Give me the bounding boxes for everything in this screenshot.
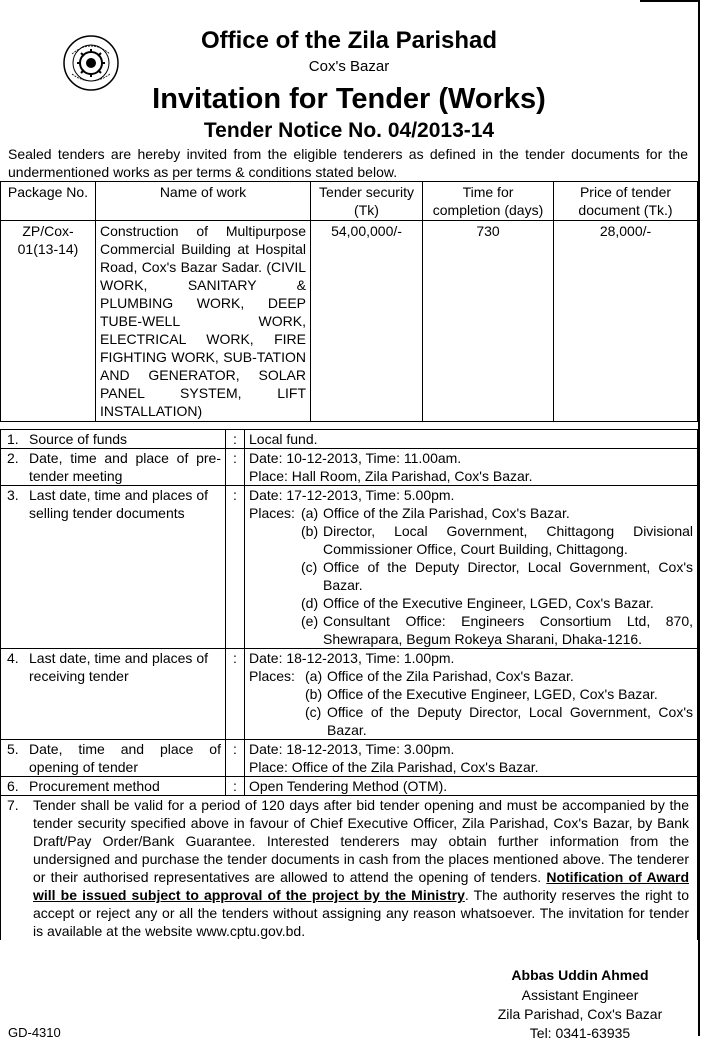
top-rule: [640, 0, 700, 20]
header-name-of-work: Name of work: [96, 182, 311, 221]
row-value: Local fund.: [245, 430, 698, 449]
row-colon: :: [226, 430, 245, 449]
info-row-terms: [1, 796, 698, 941]
tender-info-table: [0, 429, 698, 940]
tender-security: 54,00,000/-: [311, 221, 423, 422]
row-value: [245, 486, 698, 649]
row-number: 1.: [1, 430, 26, 449]
info-row-pre-tender-meeting: [1, 449, 698, 486]
places-label: Places:: [249, 668, 295, 684]
row-number: 3.: [1, 486, 26, 649]
row-colon: :: [226, 486, 245, 649]
list-item: (c) Office of the Deputy Director, Local Government, Cox's Bazar.: [305, 704, 693, 738]
header-completion-time: Time for completion (days): [423, 182, 554, 221]
places-block: [249, 667, 693, 739]
header-package: Package No.: [1, 182, 96, 221]
signatory-office: Zila Parishad, Cox's Bazar: [497, 1006, 663, 1022]
info-row-receiving-tender: [1, 649, 698, 740]
info-row-selling-documents: [1, 486, 698, 649]
row-colon: :: [226, 740, 245, 777]
info-row-source-of-funds: [1, 430, 698, 449]
office-location: Cox's Bazar: [308, 58, 390, 75]
page-heading: Invitation for Tender (Works): [152, 83, 546, 115]
opening-date: Date: 18-12-2013, Time: 3.00pm.: [249, 741, 455, 757]
row-label: Date, time and place of opening of tender: [25, 740, 226, 777]
row-value: [245, 740, 698, 777]
header-tender-security: Tender security (Tk): [311, 182, 423, 221]
row-colon: :: [226, 449, 245, 486]
list-item: (b) Director, Local Government, Chittagong Divisional Commissioner Office, Court Building, Chittagong.: [301, 523, 693, 557]
tender-notice-number: Tender Notice No. 04/2013-14: [203, 119, 495, 142]
list-item: (b) Office of the Executive Engineer, LGED, Cox's Bazar.: [305, 686, 658, 702]
office-title: Office of the Zila Parishad: [200, 27, 498, 54]
info-row-procurement-method: [1, 777, 698, 796]
row-label: Date, time and place of pre-tender meeting: [25, 449, 226, 486]
row-value: [245, 449, 698, 486]
list-item: (e) Consultant Office: Engineers Consortium Ltd, 870, Shewrapara, Begum Rokeya Sharani, Dhaka-1216.: [301, 613, 693, 647]
header-document-price: Price of tender document (Tk.): [554, 182, 698, 221]
row-label: Last date, time and places of selling tender documents: [25, 486, 226, 649]
works-table: [0, 181, 698, 422]
package-number: ZP/Cox-01(13-14): [1, 221, 96, 422]
places-label: Places:: [249, 505, 295, 521]
row-label: Procurement method: [25, 777, 226, 796]
terms-paragraph: Tender shall be valid for a period of 120 days after bid tender opening and must be accompanied by the tender security specified above in favour of Chief Executive Officer, Zila Parishad, Cox's Bazar, by Bank Draft/Pay Order/Bank Guarantee. Interested tenderers may obtain further information from the undersigned and purchase the tender documents in cash from the places mentioned above. The tenderer or their authorised representatives are allowed to attend the opening of tenders. Notification of Award will be issued subject to approval of the project by the Ministry. The authority reserves the right to accept or reject any or all the tenders without assigning any reason whatsoever. The invitation for tender is available at the website www.cptu.gov.bd.: [33, 797, 689, 939]
opening-place: Place: Office of the Zila Parishad, Cox's Bazar.: [249, 759, 539, 775]
works-table-header: [1, 182, 698, 221]
award-notification: Notification of Award will be issued subject to approval of the project by the Ministry: [33, 869, 689, 903]
completion-time: 730: [423, 221, 554, 422]
list-item: (a) Office of the Zila Parishad, Cox's Bazar.: [305, 668, 574, 684]
signatory-name: Abbas Uddin Ahmed: [511, 967, 649, 983]
list-item: (a) Office of the Zila Parishad, Cox's Bazar.: [301, 505, 570, 521]
receiving-date: Date: 18-12-2013, Time: 1.00pm.: [249, 650, 455, 666]
meeting-date: Date: 10-12-2013, Time: 11.00am.: [249, 450, 462, 466]
row-value: Open Tendering Method (OTM).: [245, 777, 698, 796]
places-block: [249, 504, 693, 648]
work-name: Construction of Multipurpose Commercial Building at Hospital Road, Cox's Bazar Sadar. (CIVIL WORK, SANITARY & PLUMBING WORK, DEEP TUBE-WELL WORK, ELECTRICAL WORK, FIRE FIGHTING WORK, SUB-TATION AND GENERATOR, SOLAR PANEL SYSTEM, LIFT INSTALLATION): [96, 221, 311, 422]
footer-code: GD-4310: [8, 1025, 61, 1040]
signatory-title: Assistant Engineer: [521, 987, 639, 1003]
row-label: Last date, time and places of receiving tender: [25, 649, 226, 740]
row-number: 7.: [7, 797, 19, 813]
table-row: [1, 221, 698, 422]
signatory-tel: Tel: 0341-63935: [529, 1025, 631, 1041]
terms-cell: [1, 796, 698, 941]
document-price: 28,000/-: [554, 221, 698, 422]
list-item: (c) Office of the Deputy Director, Local Government, Cox's Bazar.: [301, 559, 693, 593]
row-colon: :: [226, 777, 245, 796]
info-row-opening-tender: [1, 740, 698, 777]
selling-date: Date: 17-12-2013, Time: 5.00pm.: [249, 487, 455, 503]
row-number: 5.: [1, 740, 26, 777]
row-number: 2.: [1, 449, 26, 486]
row-number: 4.: [1, 649, 26, 740]
row-label: Source of funds: [25, 430, 226, 449]
list-item: (d) Office of the Executive Engineer, LGED, Cox's Bazar.: [301, 595, 654, 611]
row-colon: :: [226, 649, 245, 740]
row-number: 6.: [1, 777, 26, 796]
row-value: [245, 649, 698, 740]
intro-paragraph: Sealed tenders are hereby invited from the eligible tenderers as defined in the tender documents for the undermentioned works as per terms & conditions stated below.: [8, 146, 688, 180]
meeting-place: Place: Hall Room, Zila Parishad, Cox's Bazar.: [249, 468, 533, 484]
